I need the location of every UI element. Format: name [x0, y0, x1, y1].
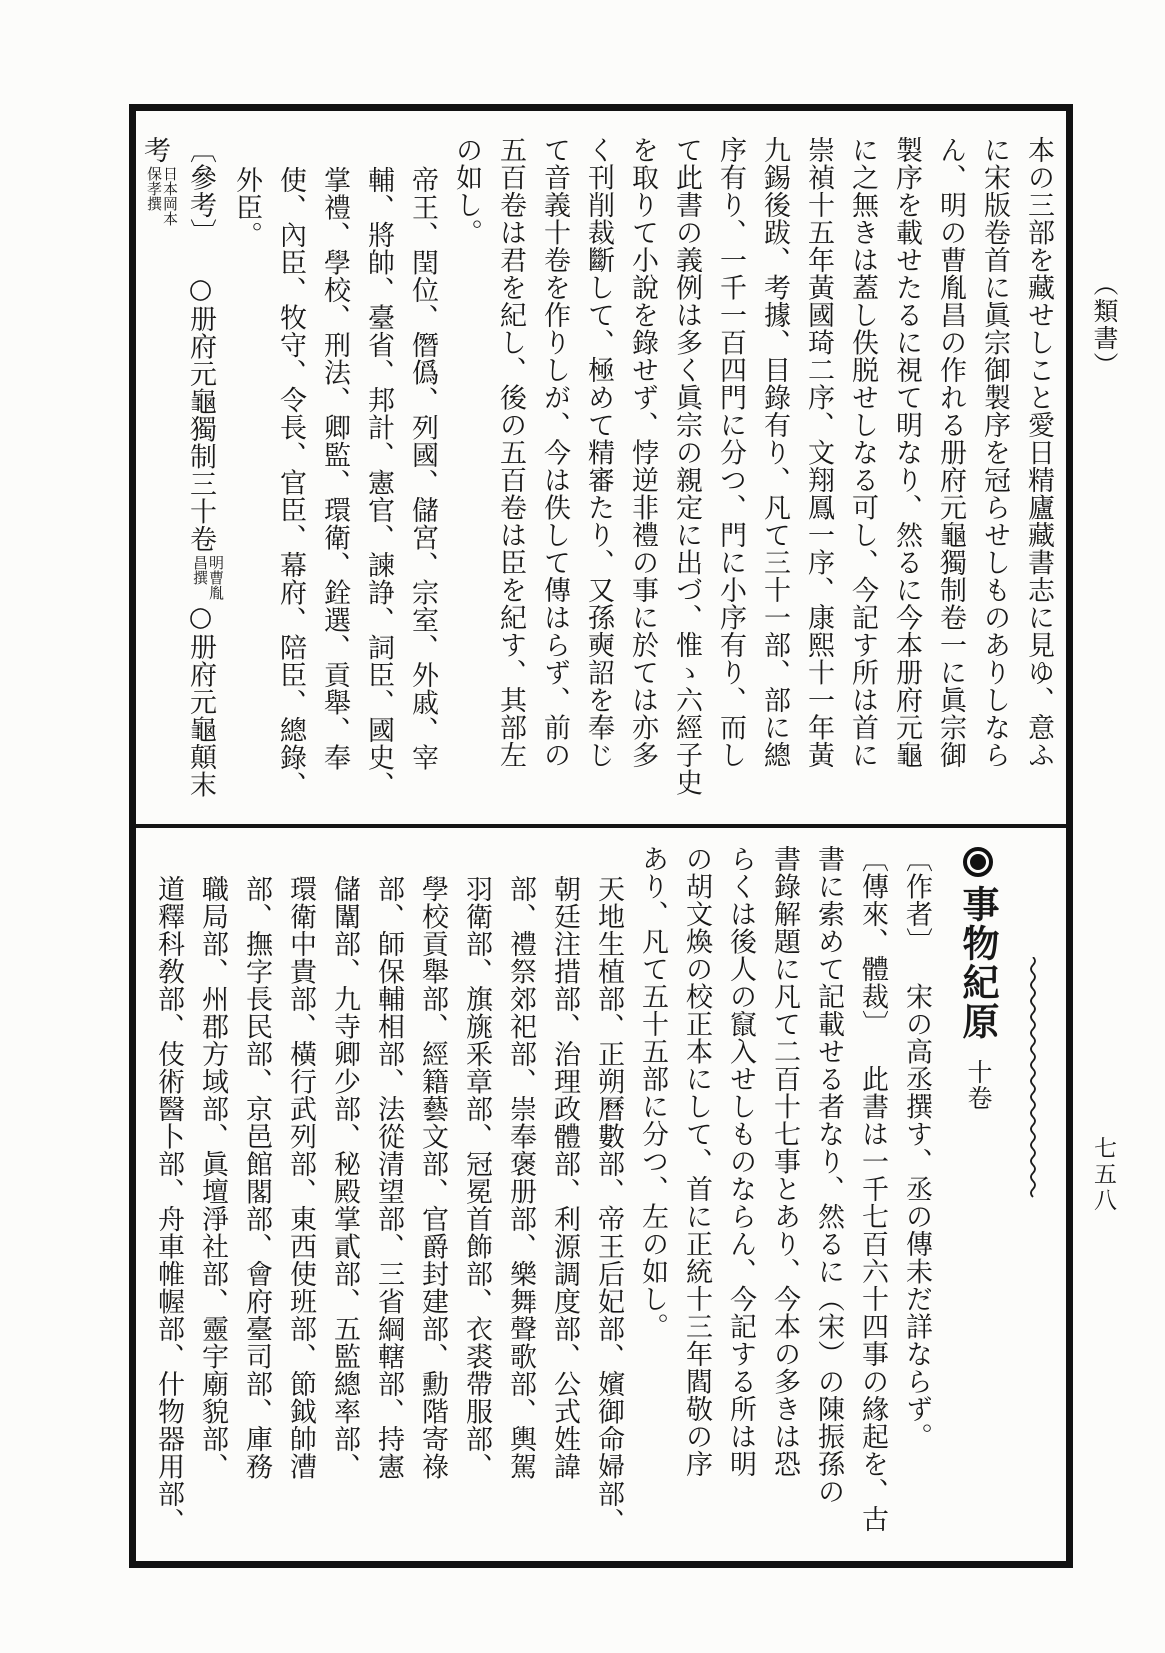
text-column: [178, 136, 224, 830]
text-column: [132, 136, 178, 830]
text-column: 儲闈部、九寺卿少部、秘殿掌貳部、五監總率部、: [329, 875, 360, 1480]
text-column: の胡文煥の校正本にして、首に正統十三年閻敬の序: [681, 845, 712, 1478]
text-column: あり、凡て五十五部に分つ、左の如し。: [637, 845, 668, 1340]
fisheye-bullet-icon: [963, 847, 993, 877]
text-column: 本の三部を藏せしこと愛日精廬藏書志に見ゆ、意ふ: [1023, 136, 1054, 769]
text-column: の如し。: [451, 136, 482, 246]
text-column: 帝王、閏位、僭僞、列國、儲宮、宗室、外戚、宰: [407, 166, 438, 771]
text-column: 序有り、一千一百四門に分つ、門に小序有り、而し: [715, 136, 746, 769]
top-entry-text: [139, 136, 1060, 830]
text-column: 輔、將帥、臺省、邦計、憲官、諫諍、詞臣、國史、: [363, 166, 394, 799]
text-column: 五百卷は君を紀し、後の五百卷は臣を紀す、其部左: [495, 136, 526, 769]
text-column: 部、師保輔相部、法從清望部、三省綱轄部、持憲: [373, 875, 404, 1480]
wavy-separator-icon: [1028, 957, 1038, 1199]
text-column: て音義十卷を作りしが、今は佚して傳はらず、前の: [539, 136, 570, 769]
text-column: 道釋科敎部、伎術醫卜部、舟車帷幄部、什物器用部、: [153, 875, 184, 1535]
text-column: く刊削裁斷して、極めて精審たり、又孫奭詔を奉じ: [583, 136, 614, 769]
column-text-part: 考: [139, 136, 170, 164]
text-column: 部、撫字長民部、京邑館閣部、會府臺司部、庫務: [241, 875, 272, 1480]
small-annotation: 日本岡本 保孝撰: [145, 165, 179, 226]
text-column: を取りて小說を錄せず、悖逆非禮の事に於ては亦多: [627, 136, 658, 769]
text-column: 環衛中貴部、橫行武列部、東西使班部、節鉞帥漕: [285, 875, 316, 1480]
text-column: に之無きは蓋し佚脱せしなる可し、今記す所は首に: [847, 136, 878, 769]
entry-title-text: 事物紀原: [956, 885, 1000, 1041]
bottom-entry-text: [142, 845, 1018, 1561]
entry-title-volume: 十卷: [964, 1059, 993, 1111]
text-column: 使、內臣、牧守、令長、官臣、幕府、陪臣、總錄、: [275, 166, 306, 799]
text-column: 羽衛部、旗旐釆章部、冠冕首飾部、衣裘帶服部、: [461, 875, 492, 1480]
text-column: 天地生植部、正朔曆數部、帝王后妃部、嬪御命婦部、: [593, 875, 624, 1535]
text-column: 朝廷注措部、治理政體部、利源調度部、公式姓諱: [549, 875, 580, 1480]
text-column: 掌禮、學校、刑法、卿監、環衛、銓選、貢舉、奉: [319, 166, 350, 771]
text-column: 外臣。: [231, 166, 262, 249]
text-column: ︹作者︺ 宋の高丞撰す、丞の傳未だ詳ならず。: [901, 845, 932, 1450]
text-column: て此書の義例は多く眞宗の親定に出づ、惟ゝ六經子史: [671, 136, 702, 796]
text-column: 九錫後跋、考據、目錄有り、凡て三十一部、部に總: [759, 136, 790, 769]
text-column: 書に索めて記載せる者なり、然るに︵宋︶の陳振孫の: [813, 845, 844, 1505]
column-text-part: ○册府元龜顛末: [185, 601, 216, 798]
page-number: 七五八: [1090, 1136, 1116, 1214]
text-column: 職局部、州郡方域部、眞壇淨社部、靈宇廟貌部、: [197, 875, 228, 1480]
text-column: 製序を載せたるに視て明なり、然るに今本册府元龜: [891, 136, 922, 769]
text-column: ん、明の曹胤昌の作れる册府元龜獨制卷一に眞宗御: [935, 136, 966, 769]
text-column: 崇禎十五年黃國琦二序、文翔鳳一序、康熙十一年黃: [803, 136, 834, 769]
text-column: 學校貢舉部、經籍藝文部、官爵封建部、勳階寄祿: [417, 875, 448, 1480]
column-text-part: ︹參考︺ ○册府元龜獨制三十卷: [185, 136, 216, 553]
text-column: 部、禮祭郊祀部、崇奉褒册部、樂舞聲歌部、輿駕: [505, 875, 536, 1480]
text-column: に宋版卷首に眞宗御製序を冠らせしものありしなら: [979, 136, 1010, 769]
text-column: 書錄解題に凡て二百十七事とあり、今本の多きは恐: [769, 845, 800, 1478]
small-annotation: 明曹胤 昌撰: [191, 554, 225, 600]
text-column: ︹傳來、體裁︺ 此書は一千七百六十四事の緣起を、古: [857, 845, 888, 1533]
entry-title-column: [938, 845, 1018, 1561]
text-column: らくは後人の竄入せしものならん、今記する所は明: [725, 845, 756, 1478]
category-margin-label: ︵類書︶: [1090, 271, 1119, 379]
